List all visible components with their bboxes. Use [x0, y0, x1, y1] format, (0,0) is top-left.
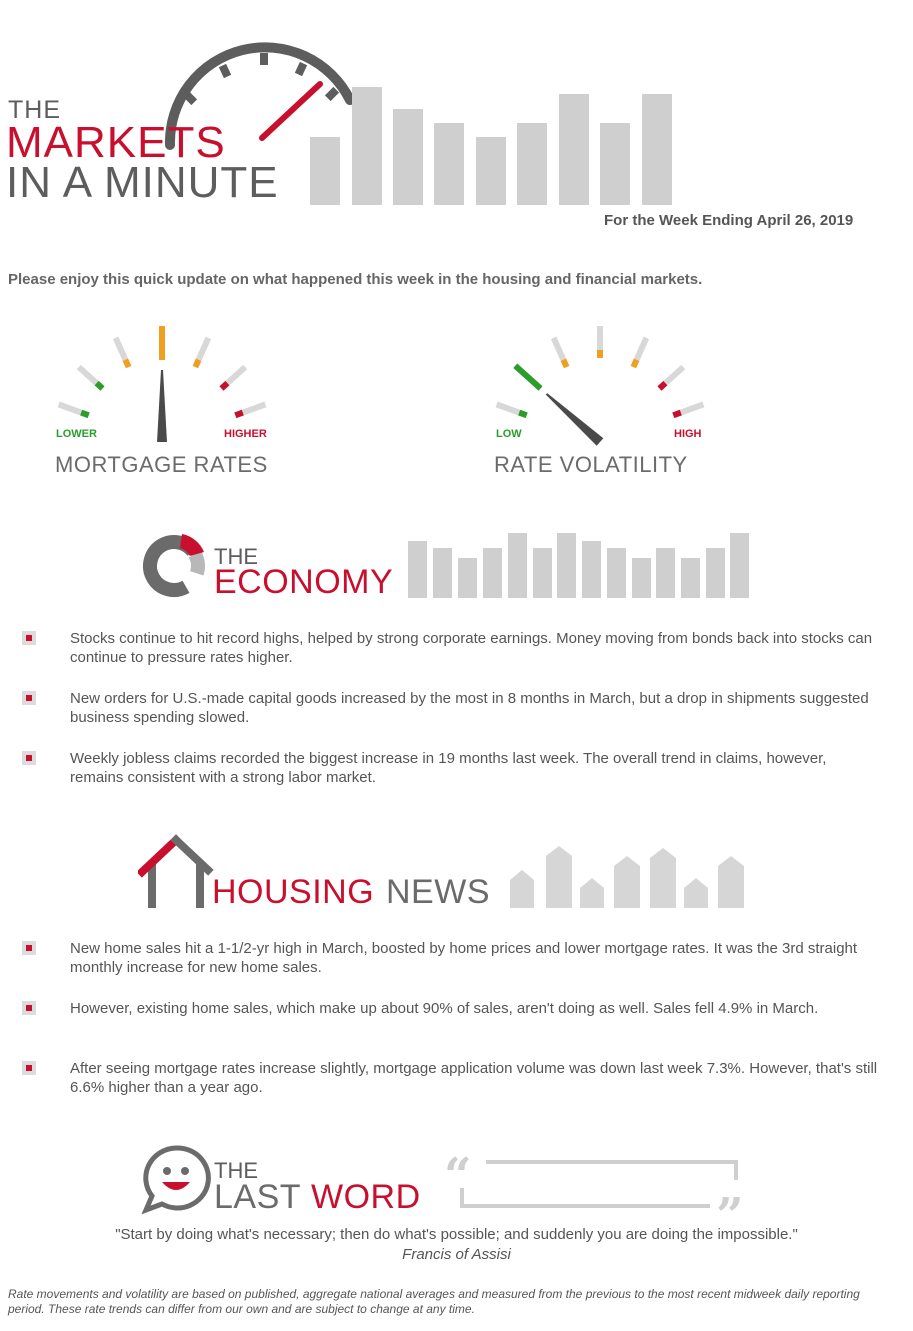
economy-bar — [706, 548, 725, 598]
header-bar — [434, 123, 464, 205]
mortgage-high-label: HIGHER — [224, 428, 267, 440]
economy-title: ECONOMY — [214, 563, 394, 601]
economy-bar — [632, 558, 651, 598]
economy-bar — [730, 533, 749, 598]
economy-bar — [458, 558, 477, 598]
header-bar — [352, 87, 382, 205]
economy-bar — [408, 541, 427, 598]
header-bar — [642, 94, 672, 205]
rate-volatility-title: RATE VOLATILITY — [494, 452, 688, 477]
volatility-low-label: LOW — [496, 428, 522, 440]
volatility-high-label: HIGH — [674, 428, 702, 440]
bullet-icon — [22, 941, 36, 955]
logo-markets: MARKETS — [6, 118, 226, 167]
smiley-speech-bubble-icon — [140, 1144, 214, 1214]
house-icon — [138, 832, 214, 912]
economy-bar — [656, 548, 675, 598]
housing-bullet-text: After seeing mortgage rates increase slightly, mortgage application volume was down last week 7.3%. However, that's still 6.6% higher than a year ago. — [70, 1060, 878, 1096]
donut-chart-icon — [138, 528, 210, 600]
housing-bullet-text: However, existing home sales, which make up about 90% of sales, aren't doing as well. Sales fell 4.9% in March. — [70, 1000, 819, 1017]
economy-bullet-text: Stocks continue to hit record highs, helped by strong corporate earnings. Money moving from bonds back into stocks can continue to pressure rates higher. — [70, 630, 873, 666]
mortgage-rates-title: MORTGAGE RATES — [55, 452, 268, 477]
mortgage-gauge-needle — [157, 370, 167, 442]
svg-text:“: “ — [444, 1154, 472, 1204]
mortgage-low-label: LOWER — [56, 428, 97, 440]
bullet-icon — [22, 691, 36, 705]
header-bar — [600, 123, 630, 205]
quote-frame-graphic — [444, 1154, 754, 1214]
svg-text:” — [716, 1188, 744, 1214]
bullet-icon — [22, 631, 36, 645]
quote-text: "Start by doing what's necessary; then do what's possible; and suddenly you are doing the impossible." — [115, 1226, 798, 1243]
housing-title: HOUSING — [212, 873, 375, 911]
header-bar — [310, 137, 340, 205]
houses-bar-graphic — [508, 844, 750, 910]
intro-text: Please enjoy this quick update on what happened this week in the housing and financial markets. — [8, 271, 703, 288]
economy-bullet-text: New orders for U.S.-made capital goods increased by the most in 8 months in March, but a drop in shipments suggested business spending slowed. — [70, 690, 869, 726]
economy-bar — [557, 533, 576, 598]
economy-bar — [582, 541, 601, 598]
bullet-icon — [22, 1001, 36, 1015]
economy-bar — [533, 548, 552, 598]
header-bar — [476, 137, 506, 205]
header-bar — [393, 109, 423, 205]
bullet-icon — [22, 1061, 36, 1075]
economy-bar — [508, 533, 527, 598]
last-word-title-the: THE — [214, 1158, 258, 1183]
housing-bullet-text: New home sales hit a 1-1/2-yr high in March, boosted by home prices and lower mortgage rates. It was the 3rd straight monthly increase for new home sales. — [70, 940, 858, 976]
economy-bar — [681, 558, 700, 598]
housing-news-title: NEWS — [386, 873, 490, 911]
economy-bullet-text: Weekly jobless claims recorded the biggest increase in 19 months last week. The overall trend in claims, however, remains consistent with a strong labor market. — [70, 750, 827, 786]
header-bar — [559, 94, 589, 205]
economy-bar — [607, 548, 626, 598]
last-word-title-word: WORD — [311, 1178, 421, 1216]
logo-in-a-minute: IN A MINUTE — [6, 158, 279, 207]
bullet-icon — [22, 751, 36, 765]
economy-bar — [483, 548, 502, 598]
disclaimer-text: Rate movements and volatility are based on published, aggregate national averages and measured from the previous to the most recent midweek daily reporting period. These rate trends can differ from our own and are subject to change at any time. — [8, 1287, 860, 1316]
header-bar — [517, 123, 547, 205]
week-ending-date: For the Week Ending April 26, 2019 — [604, 212, 854, 229]
economy-title-the: THE — [214, 544, 258, 569]
economy-bar — [433, 548, 452, 598]
last-word-title-last: LAST — [214, 1178, 302, 1216]
volatility-gauge-needle — [543, 390, 603, 446]
logo-the: THE — [8, 96, 61, 124]
quote-author: Francis of Assisi — [402, 1246, 511, 1263]
